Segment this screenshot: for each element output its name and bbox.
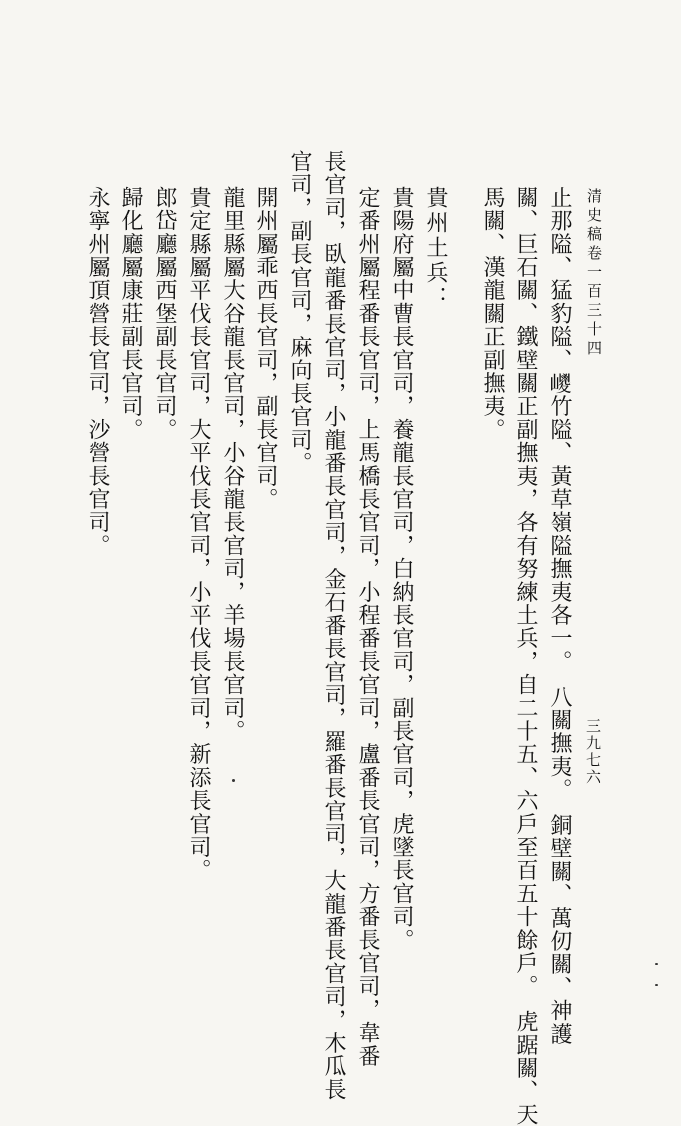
ink-speck — [232, 779, 235, 782]
text-column-12: 郎岱廳屬西堡副長官司。 — [152, 186, 177, 442]
text-column-8: 官司，副長官司，麻向長官司。 — [287, 150, 312, 475]
section-title: 貴州土兵： — [423, 186, 448, 311]
text-column-14: 永寧州屬頂營長官司，沙營長官司。 — [85, 186, 110, 558]
text-column-5: 貴陽府屬中曹長官司，養龍長官司，白納長官司，副長官司，虎墜長官司。 — [389, 186, 414, 952]
text-column-3: 馬關、漢龍關正副撫夷。 — [480, 186, 505, 442]
text-column-7: 長官司，臥龍番長官司，小龍番長官司，金石番長官司，羅番長官司，大龍番長官司，木瓜長 — [321, 150, 346, 1102]
text-column-9: 開州屬乖西長官司，副長官司。 — [253, 186, 278, 511]
ink-speck — [655, 963, 658, 965]
text-column-10: 龍里縣屬大谷龍長官司，小谷龍長官司，羊場長官司。 — [220, 186, 245, 743]
text-column-1: 止那隘、猛豹隘、𡽀竹隘、黃草嶺隘撫夷各一。 八關撫夷。 銅壁關、萬仞關、神護 — [547, 186, 572, 1046]
text-column-6: 定番州屬程番長官司，上馬橋長官司，小程番長官司，盧番長官司，方番長官司，韋番 — [355, 186, 380, 1068]
text-column-2: 關、巨石關、鐵壁關正副撫夷，各有努練土兵，自二十五、六戶至百五十餘戶。 虎踞關、天 — [513, 186, 538, 1126]
page-number: 三九七六 — [584, 718, 602, 786]
text-column-11: 貴定縣屬平伐長官司，大平伐長官司，小平伐長官司，新添長官司。 — [186, 186, 211, 882]
ink-speck — [655, 984, 658, 986]
running-title: 清史稿卷一百三十四 — [585, 188, 603, 359]
text-column-13: 歸化廳屬康莊副長官司。 — [118, 186, 143, 442]
